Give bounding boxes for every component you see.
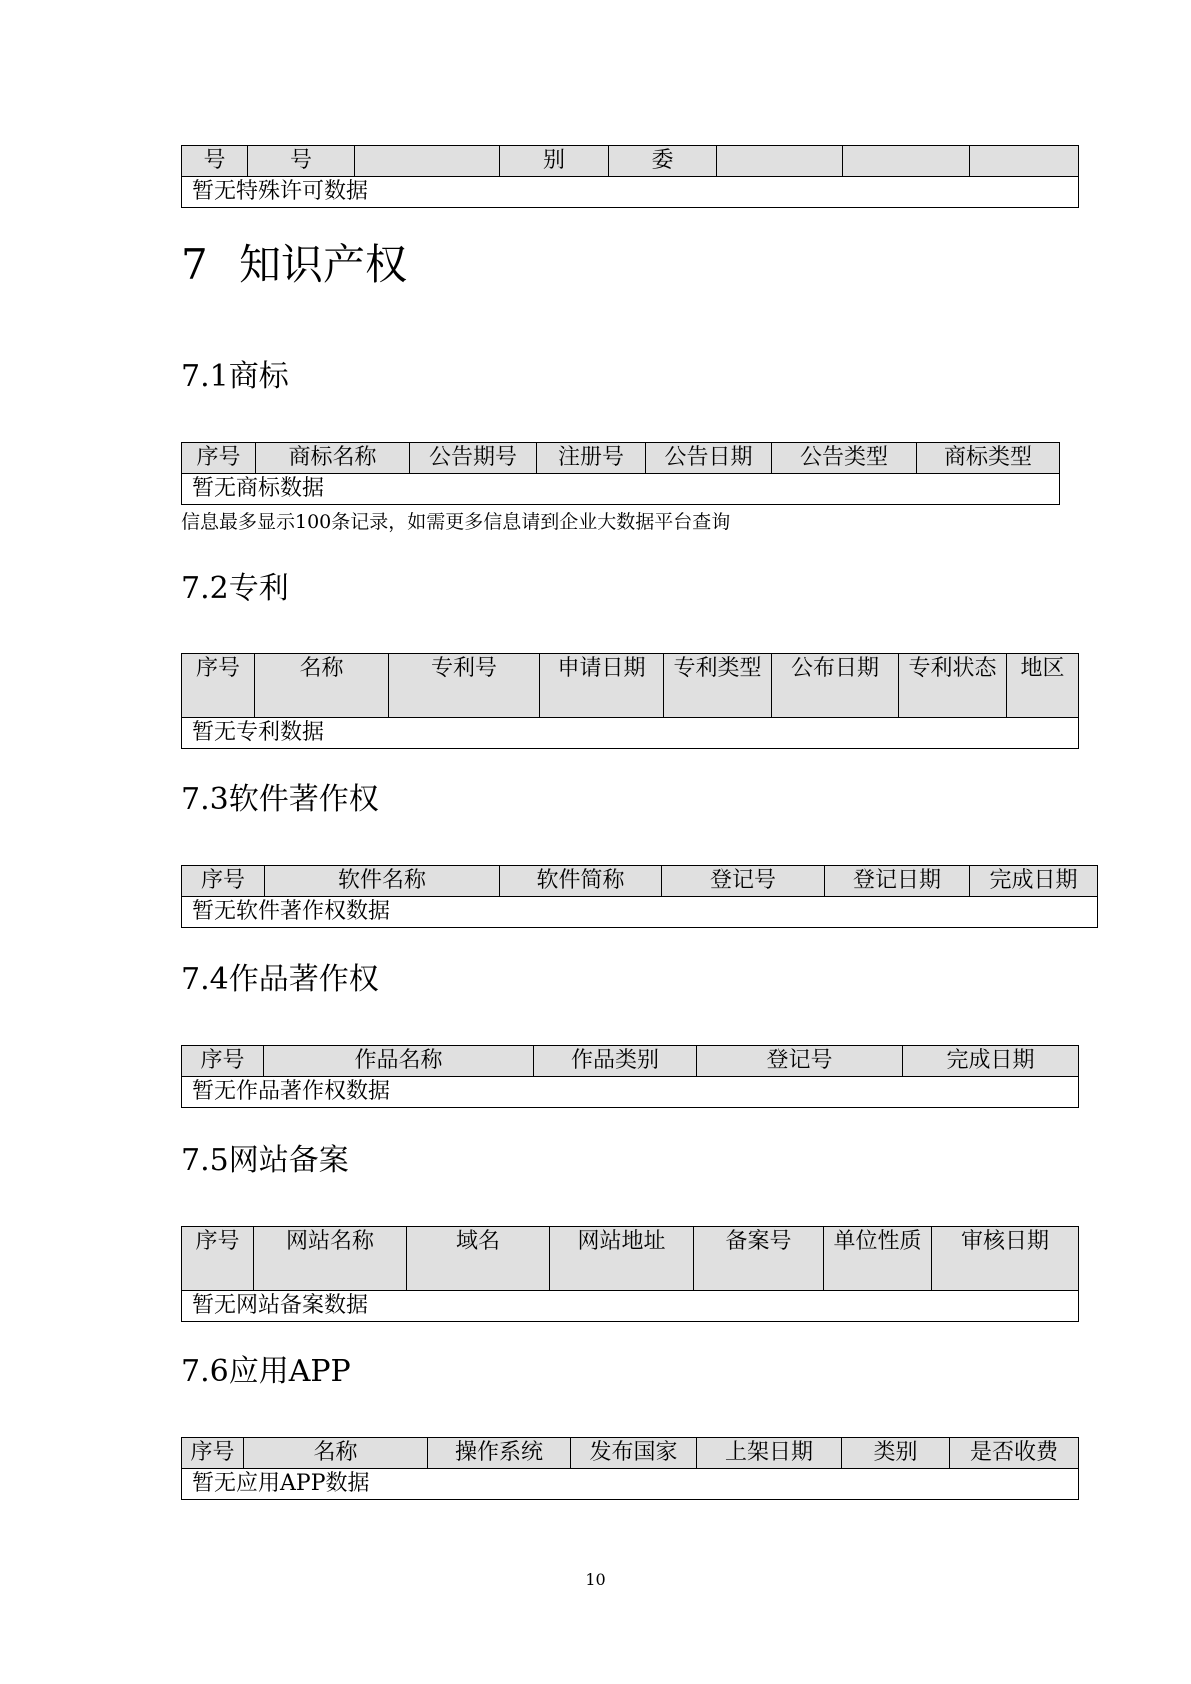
section-title: 知识产权 <box>239 240 408 289</box>
header-cell: 登记日期 <box>825 866 970 897</box>
empty-data-cell: 暂无应用APP数据 <box>182 1469 1079 1500</box>
section-heading <box>181 240 407 290</box>
header-cell: 名称 <box>255 654 389 718</box>
patent-table <box>181 653 1079 749</box>
app-table <box>181 1437 1079 1500</box>
header-cell: 备案号 <box>694 1227 824 1291</box>
header-cell: 域名 <box>407 1227 550 1291</box>
header-cell: 地区 <box>1007 654 1079 718</box>
header-cell: 名称 <box>244 1438 428 1469</box>
trademark-heading: 7.1商标 <box>181 359 289 394</box>
header-cell: 商标名称 <box>256 443 410 474</box>
header-cell: 公告期号 <box>410 443 537 474</box>
header-cell: 上架日期 <box>697 1438 842 1469</box>
patent-heading: 7.2专利 <box>181 571 289 606</box>
header-cell: 专利状态 <box>899 654 1007 718</box>
header-cell: 序号 <box>182 1046 264 1077</box>
header-cell: 单位性质 <box>824 1227 932 1291</box>
page-number: 10 <box>585 1570 606 1589</box>
table-header-row <box>182 443 1060 474</box>
header-cell: 作品名称 <box>264 1046 534 1077</box>
header-cell <box>843 146 970 177</box>
table-header-row <box>182 1227 1079 1291</box>
header-cell: 软件名称 <box>265 866 500 897</box>
header-cell: 委 <box>609 146 717 177</box>
header-cell: 作品类别 <box>534 1046 697 1077</box>
website-table <box>181 1226 1079 1322</box>
software-copyright-heading: 7.3软件著作权 <box>181 782 379 817</box>
empty-data-cell: 暂无特殊许可数据 <box>182 177 1079 208</box>
header-cell: 完成日期 <box>970 866 1098 897</box>
header-cell <box>355 146 500 177</box>
header-cell: 操作系统 <box>428 1438 571 1469</box>
header-cell: 网站地址 <box>550 1227 694 1291</box>
table-header-row <box>182 146 1079 177</box>
header-cell <box>717 146 843 177</box>
empty-data-cell: 暂无商标数据 <box>182 474 1060 505</box>
header-cell: 商标类型 <box>917 443 1060 474</box>
software-copyright-table <box>181 865 1098 928</box>
header-cell: 序号 <box>182 1438 244 1469</box>
website-heading: 7.5网站备案 <box>181 1143 349 1178</box>
header-cell: 公告类型 <box>772 443 917 474</box>
header-cell: 申请日期 <box>540 654 664 718</box>
app-heading: 7.6应用APP <box>181 1354 351 1389</box>
header-cell: 注册号 <box>537 443 646 474</box>
header-cell: 公告日期 <box>646 443 772 474</box>
table-header-row <box>182 1046 1079 1077</box>
header-cell: 网站名称 <box>254 1227 407 1291</box>
header-cell: 软件简称 <box>500 866 662 897</box>
header-cell: 专利号 <box>389 654 540 718</box>
empty-data-cell: 暂无软件著作权数据 <box>182 897 1098 928</box>
works-copyright-table <box>181 1045 1079 1108</box>
header-cell: 序号 <box>182 1227 254 1291</box>
header-cell: 完成日期 <box>903 1046 1079 1077</box>
header-cell: 序号 <box>182 443 256 474</box>
special-license-table <box>181 145 1079 208</box>
header-cell: 号 <box>182 146 248 177</box>
empty-data-cell: 暂无网站备案数据 <box>182 1291 1079 1322</box>
trademark-table <box>181 442 1060 505</box>
header-cell: 序号 <box>182 654 255 718</box>
header-cell: 专利类型 <box>664 654 772 718</box>
header-cell: 发布国家 <box>571 1438 697 1469</box>
header-cell: 号 <box>248 146 355 177</box>
header-cell: 公布日期 <box>772 654 899 718</box>
table-header-row <box>182 1438 1079 1469</box>
table-header-row <box>182 866 1098 897</box>
header-cell: 类别 <box>842 1438 950 1469</box>
empty-data-cell: 暂无专利数据 <box>182 718 1079 749</box>
header-cell: 别 <box>500 146 609 177</box>
works-copyright-heading: 7.4作品著作权 <box>181 962 379 997</box>
header-cell: 审核日期 <box>932 1227 1079 1291</box>
header-cell: 是否收费 <box>950 1438 1079 1469</box>
header-cell <box>970 146 1079 177</box>
record-limit-note: 信息最多显示100条记录，如需更多信息请到企业大数据平台查询 <box>181 511 731 533</box>
table-header-row <box>182 654 1079 718</box>
empty-data-cell: 暂无作品著作权数据 <box>182 1077 1079 1108</box>
section-number: 7 <box>181 240 208 289</box>
header-cell: 登记号 <box>662 866 825 897</box>
header-cell: 序号 <box>182 866 265 897</box>
header-cell: 登记号 <box>697 1046 903 1077</box>
